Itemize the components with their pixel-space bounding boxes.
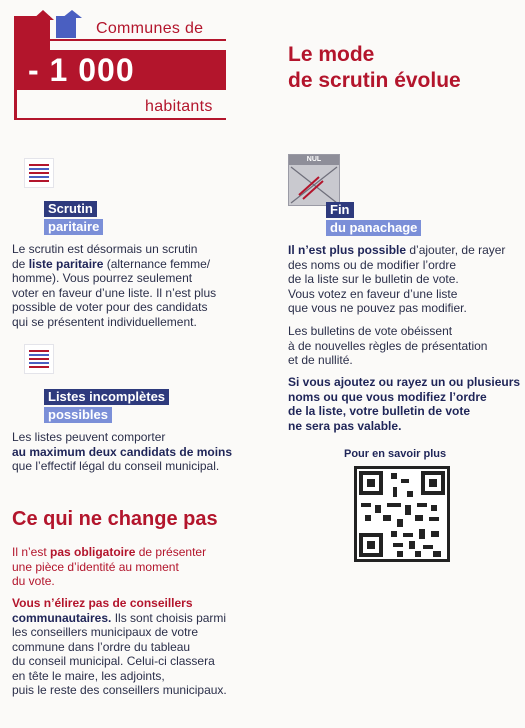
panachage-badge [326, 201, 421, 237]
section-title-unchanged: Ce qui ne change pas [12, 508, 218, 530]
panachage-text-1: Il n’est plus possible d’ajouter, de rayer des noms ou de modifier l’ordre de la liste sur le bulletin de vote. Vous votez en faveur d’une liste que vous ne pouvez pas modifier. [288, 243, 506, 315]
listes-badge-line1: Listes incomplètes [44, 389, 169, 405]
house-blue-icon [56, 16, 76, 38]
panachage-badge-line2: du panachage [326, 220, 421, 236]
listes-badge [44, 388, 169, 424]
listes-badge-line2: possibles [44, 407, 112, 423]
listes-text: Les listes peuvent comporter au maximum deux candidats de moins que l’effectif légal du conseil municipal. [12, 430, 233, 473]
panachage-text-2: Les bulletins de vote obéissent à de nouvelles règles de présentation et de nullité. [288, 324, 488, 367]
unchanged-text-2: Vous n’élirez pas de conseillers communautaires. Ils sont choisis parmi les conseillers municipaux de votre commune dans l’ordre du tableau du conseil municipal. Celui-ci classera en tête le maire, les adjoints, puis le reste des conseillers municipaux. [12, 596, 227, 697]
panachage-text-3: Si vous ajoutez ou rayez un ou plusieurs noms ou que vous modifiez l’ordre de la liste, votre bulletin de vote ne sera pas valable. [288, 375, 521, 433]
header-frame-top [14, 39, 226, 41]
scrutin-badge [44, 200, 103, 236]
nul-ballot-icon [288, 154, 340, 206]
scrutin-badge-line1: Scrutin [44, 201, 97, 217]
header-frame-bottom [14, 118, 226, 120]
panachage-badge-line1: Fin [326, 202, 354, 218]
page-title-line1: Le mode [288, 43, 375, 66]
ballot-list-icon [24, 158, 54, 188]
scrutin-badge-line2: paritaire [44, 219, 103, 235]
scrutin-text: Le scrutin est désormais un scrutin de liste paritaire (alternance femme/ homme). Vous pourrez seulement voter en faveur d’une liste. Il n’est plus possible de voter pour des candidats qui se présentent individuellement. [12, 242, 217, 329]
qr-code[interactable] [354, 466, 450, 562]
page-title [288, 42, 461, 94]
page-title-line2: de scrutin évolue [288, 69, 461, 92]
header-banner: - 1 000 [14, 50, 226, 90]
header-habitants: habitants [145, 98, 213, 115]
ballot-list-icon-2 [24, 344, 54, 374]
nul-label: NUL [289, 155, 339, 165]
header-communes: Communes de [96, 20, 204, 37]
more-info-label: Pour en savoir plus [344, 448, 447, 460]
unchanged-text-1: Il n’est pas obligatoire de présenter une pièce d’identité au moment du vote. [12, 545, 207, 588]
crossed-ballot-icon [289, 165, 339, 205]
